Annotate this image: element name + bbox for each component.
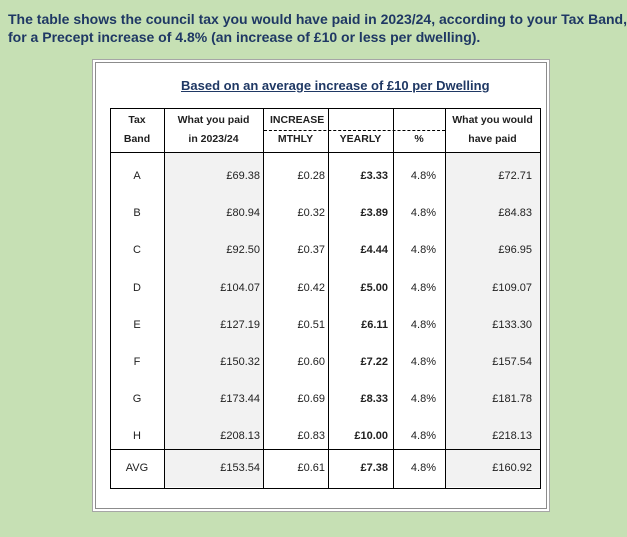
column-divider <box>164 108 165 488</box>
table-heading: Based on an average increase of £10 per Dwelling <box>181 78 490 93</box>
row-7-band: G <box>132 393 142 406</box>
row-2-yearly: £3.89 <box>360 207 388 220</box>
row-4-new: £109.07 <box>492 281 532 294</box>
row-8-mthly: £0.83 <box>297 430 325 443</box>
header-pct: % <box>414 133 424 145</box>
row-4-mthly: £0.42 <box>297 281 325 294</box>
column-divider <box>328 108 329 488</box>
intro-text <box>8 10 627 46</box>
header-bottom-border <box>110 152 540 153</box>
row-1-band: A <box>133 170 141 182</box>
table-top-border <box>110 108 540 109</box>
intro-line-2: for a Precept increase of 4.8% (an increase of £10 or less per dwelling). <box>8 29 481 45</box>
row-1-new: £72.71 <box>498 170 532 182</box>
row-4-yearly: £5.00 <box>360 281 388 294</box>
table-left-border <box>110 108 111 488</box>
avg-row-mthly: £0.61 <box>297 461 325 474</box>
header-new: What you would <box>452 114 533 126</box>
avg-top-border <box>110 449 540 450</box>
row-5-yearly: £6.11 <box>361 318 388 331</box>
table-bottom-border <box>110 488 541 489</box>
row-3-band: C <box>133 244 141 257</box>
header-tax: Tax <box>128 114 146 126</box>
row-5-paid: £127.19 <box>220 318 260 331</box>
row-2-mthly: £0.32 <box>297 207 325 220</box>
row-7-yearly: £8.33 <box>360 393 388 406</box>
row-8-pct: 4.8% <box>410 430 436 443</box>
column-divider <box>263 108 264 488</box>
avg-row-pct: 4.8% <box>410 461 436 474</box>
row-3-new: £96.95 <box>498 244 532 257</box>
row-4-band: D <box>133 281 141 294</box>
header-paid: What you paid <box>177 114 250 126</box>
avg-row-new: £160.92 <box>492 461 532 474</box>
row-4-pct: 4.8% <box>410 281 436 294</box>
header-yearly: YEARLY <box>339 133 382 145</box>
table-right-border <box>540 108 541 489</box>
intro-line-1: The table shows the council tax you would have paid in 2023/24, according to your Tax Band, <box>8 11 627 27</box>
row-3-paid: £92.50 <box>226 244 260 257</box>
avg-row-yearly: £7.38 <box>360 461 388 474</box>
increase-underline <box>264 130 445 131</box>
row-2-pct: 4.8% <box>410 207 436 220</box>
row-7-pct: 4.8% <box>410 393 436 406</box>
header-increase: INCREASE <box>270 114 325 126</box>
row-7-paid: £173.44 <box>220 393 260 406</box>
column-divider <box>393 108 394 488</box>
row-1-pct: 4.8% <box>410 170 436 182</box>
row-2-band: B <box>133 207 141 220</box>
row-8-new: £218.13 <box>492 430 532 443</box>
row-6-band: F <box>133 356 141 368</box>
header-paid-year: in 2023/24 <box>188 133 239 145</box>
header-new-paid: have paid <box>468 133 517 145</box>
row-5-band: E <box>133 318 141 331</box>
tax-table-panel <box>92 59 550 512</box>
row-6-mthly: £0.60 <box>297 356 325 368</box>
row-3-pct: 4.8% <box>410 244 436 257</box>
header-band: Band <box>123 133 151 145</box>
row-3-mthly: £0.37 <box>297 244 325 257</box>
row-1-yearly: £3.33 <box>360 170 388 182</box>
avg-row-band: AVG <box>125 461 149 474</box>
row-3-yearly: £4.44 <box>360 244 388 257</box>
row-2-new: £84.83 <box>498 207 532 220</box>
row-7-new: £181.78 <box>492 393 532 406</box>
row-5-pct: 4.8% <box>410 318 436 331</box>
row-6-yearly: £7.22 <box>360 356 388 368</box>
avg-row-paid: £153.54 <box>220 461 260 474</box>
row-8-yearly: £10.00 <box>354 430 388 443</box>
row-5-mthly: £0.51 <box>297 318 325 331</box>
row-5-new: £133.30 <box>492 318 532 331</box>
row-1-paid: £69.38 <box>226 170 260 182</box>
column-divider <box>445 108 446 488</box>
row-6-pct: 4.8% <box>410 356 436 368</box>
row-1-mthly: £0.28 <box>297 170 325 182</box>
header-mthly: MTHLY <box>277 133 314 145</box>
row-8-paid: £208.13 <box>220 430 260 443</box>
row-7-mthly: £0.69 <box>297 393 325 406</box>
row-2-paid: £80.94 <box>226 207 260 220</box>
row-6-new: £157.54 <box>492 356 532 368</box>
row-6-paid: £150.32 <box>220 356 260 368</box>
row-4-paid: £104.07 <box>220 281 260 294</box>
row-8-band: H <box>133 430 141 443</box>
